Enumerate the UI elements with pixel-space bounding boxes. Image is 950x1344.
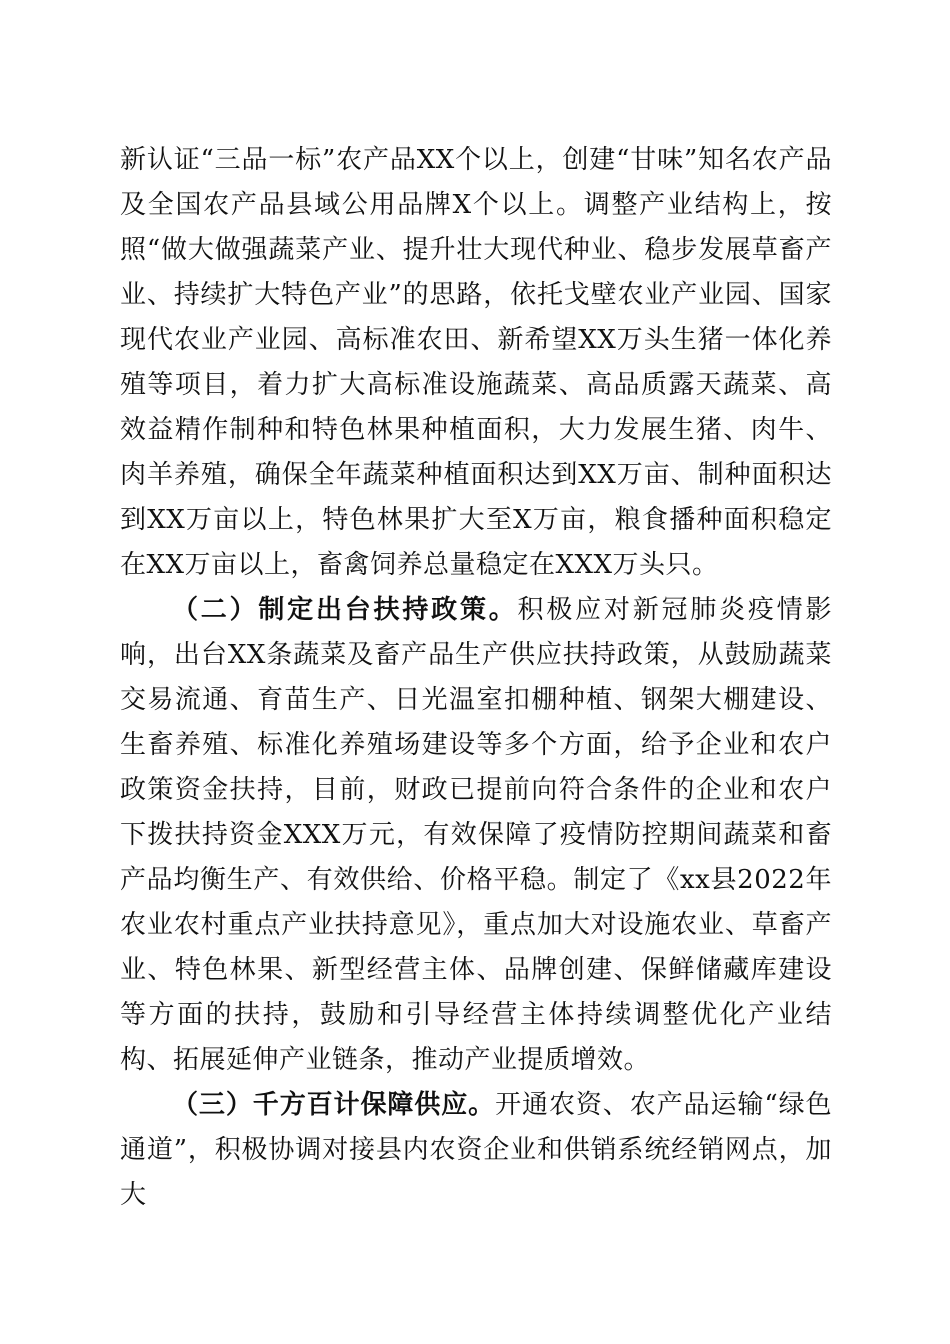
paragraph-3-heading: （三）千方百计保障供应。 (172, 1090, 496, 1120)
paragraph-3-body: 开通农资、农产品运输“绿色通道”，积极协调对接县内农资企业和供销系统经销网点，加大 (120, 1090, 832, 1210)
paragraph-2-heading: （二）制定出台扶持政策。 (172, 595, 518, 625)
paragraph-2-body: 积极应对新冠肺炎疫情影响，出台XX条蔬菜及畜产品生产供应扶持政策，从鼓励蔬菜交易流通、育苗生产、日光温室扣棚种植、钢架大棚建设、生畜养殖、标准化养殖场建设等多个方面，给予企业和农户政策资金扶持，目前，财政已提前向符合条件的企业和农户下拨扶持资金XXX万元，有效保障了疫情防控期间蔬菜和畜产品均衡生产、有效供给、价格平稳。制定了《xx县2022年农业农村重点产业扶持意见》，重点加大对设施农业、草畜产业、特色林果、新型经营主体、品牌创建、保鲜储藏库建设等方面的扶持，鼓励和引导经营主体持续调整优化产业结构、拓展延伸产业链条，推动产业提质增效。 (120, 595, 832, 1075)
paragraph-1: 新认证“三品一标”农产品XX个以上，创建“甘味”知名农产品及全国农产品县域公用品牌X个以上。调整产业结构上，按照“做大做强蔬菜产业、提升壮大现代种业、稳步发展草畜产业、持续扩大特色产业”的思路，依托戈壁农业产业园、国家现代农业产业园、高标准农田、新希望XX万头生猪一体化养殖等项目，着力扩大高标准设施蔬菜、高品质露天蔬菜、高效益精作制种和特色林果种植面积，大力发展生猪、肉牛、肉羊养殖，确保全年蔬菜种植面积达到XX万亩、制种面积达到XX万亩以上，特色林果扩大至X万亩，粮食播种面积稳定在XX万亩以上，畜禽饲养总量稳定在XXX万头只。 (120, 145, 832, 580)
document-body (120, 138, 832, 1218)
paragraph-3 (120, 1083, 832, 1218)
paragraph-2 (120, 588, 832, 1083)
